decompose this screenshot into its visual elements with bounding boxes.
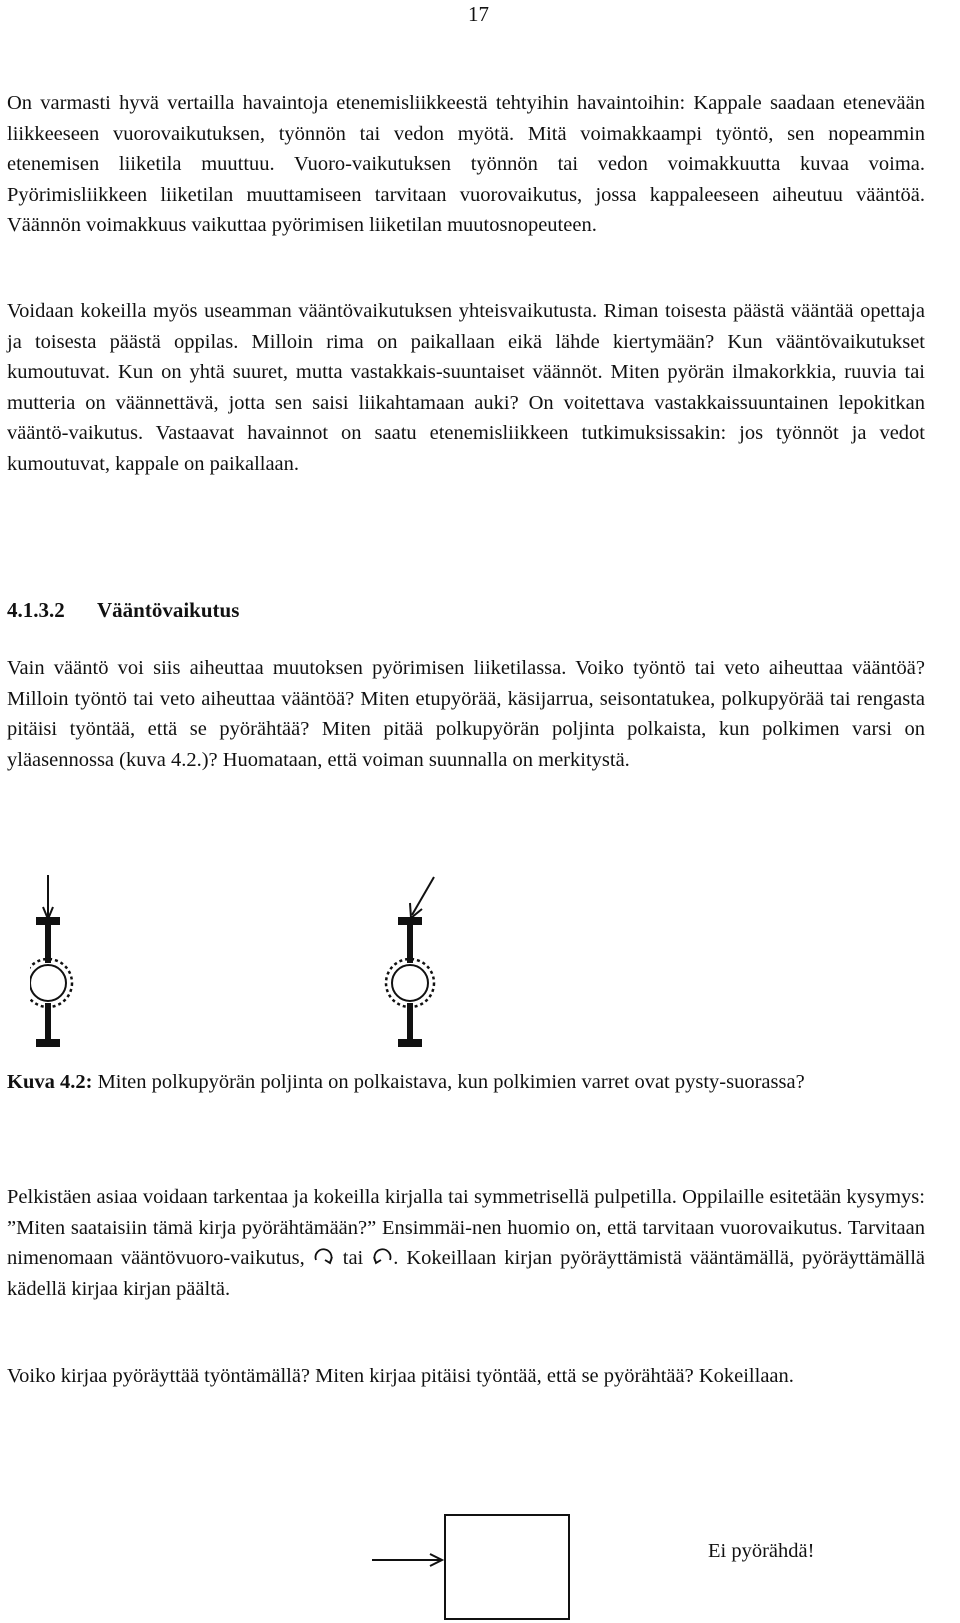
paragraph-4-part-b: tai	[334, 1247, 372, 1269]
pedal-crank-left	[30, 875, 72, 1047]
section-title: Vääntövaikutus	[97, 598, 240, 622]
paragraph-1: On varmasti hyvä vertailla havaintoja etenemisliikkeestä tehtyihin havaintoihin: Kappale saadaan etenevään liikkeeseen vuorovaikutuksen, työnnön tai vedon myötä. Mitä voimakkaampi työntö, sen nopeammin etenemisen liiketila muuttuu. Vuoro-vaikutuksen työnnön tai vedon voimakkuutta kuvaa voima. Pyörimisliikkeen liiketilan muuttamiseen tarvitaan vuorovaikutus, jossa kappaleeseen aiheutuu vääntöä. Väännön voimakkuus vaikuttaa pyörimisen liiketilan muutosnopeuteen.	[7, 92, 925, 236]
figure-caption	[7, 1067, 925, 1097]
clockwise-rotation-icon	[313, 1248, 335, 1268]
pedal-crank-figure	[30, 865, 470, 1065]
page-number: 17	[468, 2, 489, 26]
caption-text: Miten polkupyörän poljinta on polkaistava, kun polkimien varret ovat pysty-suorassa?	[92, 1071, 805, 1093]
pedal-crank-right	[386, 877, 434, 1047]
paragraph-2: Voidaan kokeilla myös useamman vääntövaikutuksen yhteisvaikutusta. Riman toisesta päästä vääntää opettaja ja toisesta päästä oppilas. Milloin rima on paikallaan eikä lähde kiertymään? Kun vääntövaikutukset kumoutuvat. Kun on yhtä suuret, mutta vastakkais-suuntaiset väännöt. Miten pyörän ilmakorkkia, ruuvia tai mutteria on väännettävä, jotta sen saisi liikahtamaan auki? On voitettava vastakkaissuuntainen lepokitkan vääntö-vaikutus. Vastaavat havainnot on saatu etenemisliikkeen tutkimuksissakin: jos työnnöt ja vedot kumoutuvat, kappale on paikallaan.	[7, 300, 925, 475]
section-number: 4.1.3.2	[7, 598, 65, 622]
paragraph-4-part-c: . Kokeillaan kirjan pyöräyttämistä vääntämällä, pyöräyttämällä kädellä kirjaa kirjan päältä.	[7, 1247, 926, 1300]
paragraph-5: Voiko kirjaa pyöräyttää työntämällä? Miten kirjaa pitäisi työntää, että se pyörähtää? Kokeillaan.	[7, 1365, 794, 1387]
book-push-figure	[360, 1505, 580, 1623]
paragraph-4	[7, 1182, 925, 1304]
paragraph-4-part-a: Pelkistäen asiaa voidaan tarkentaa ja kokeilla kirjalla tai symmetrisellä pulpetilla. Oppilaille esitetään kysymys: ”Miten saataisiin tämä kirja pyörähtämään?” Ensimmäi-nen huomio on, että tarvitaan vuorovaikutus. Tarvitaan nimenomaan vääntövuoro-vaikutus,	[7, 1186, 925, 1269]
caption-label: Kuva 4.2:	[7, 1071, 93, 1093]
no-rotation-label: Ei pyörähdä!	[708, 1540, 815, 1562]
counterclockwise-rotation-icon	[371, 1248, 393, 1268]
paragraph-3: Vain vääntö voi siis aiheuttaa muutoksen pyörimisen liiketilassa. Voiko työntö tai veto aiheuttaa vääntöä? Milloin työntö tai veto aiheuttaa vääntöä? Miten etupyörää, käsijarrua, seisontatukea, polkupyörää tai rengasta pitäisi työntää, että se pyörähtää? Miten pitää polkupyörän poljinta polkaista, kun polkimen varsi on yläasennossa (kuva 4.2.)? Huomataan, että voiman suunnalla on merkitystä.	[7, 657, 925, 771]
section-heading	[7, 598, 239, 623]
book-rectangle	[445, 1515, 569, 1619]
